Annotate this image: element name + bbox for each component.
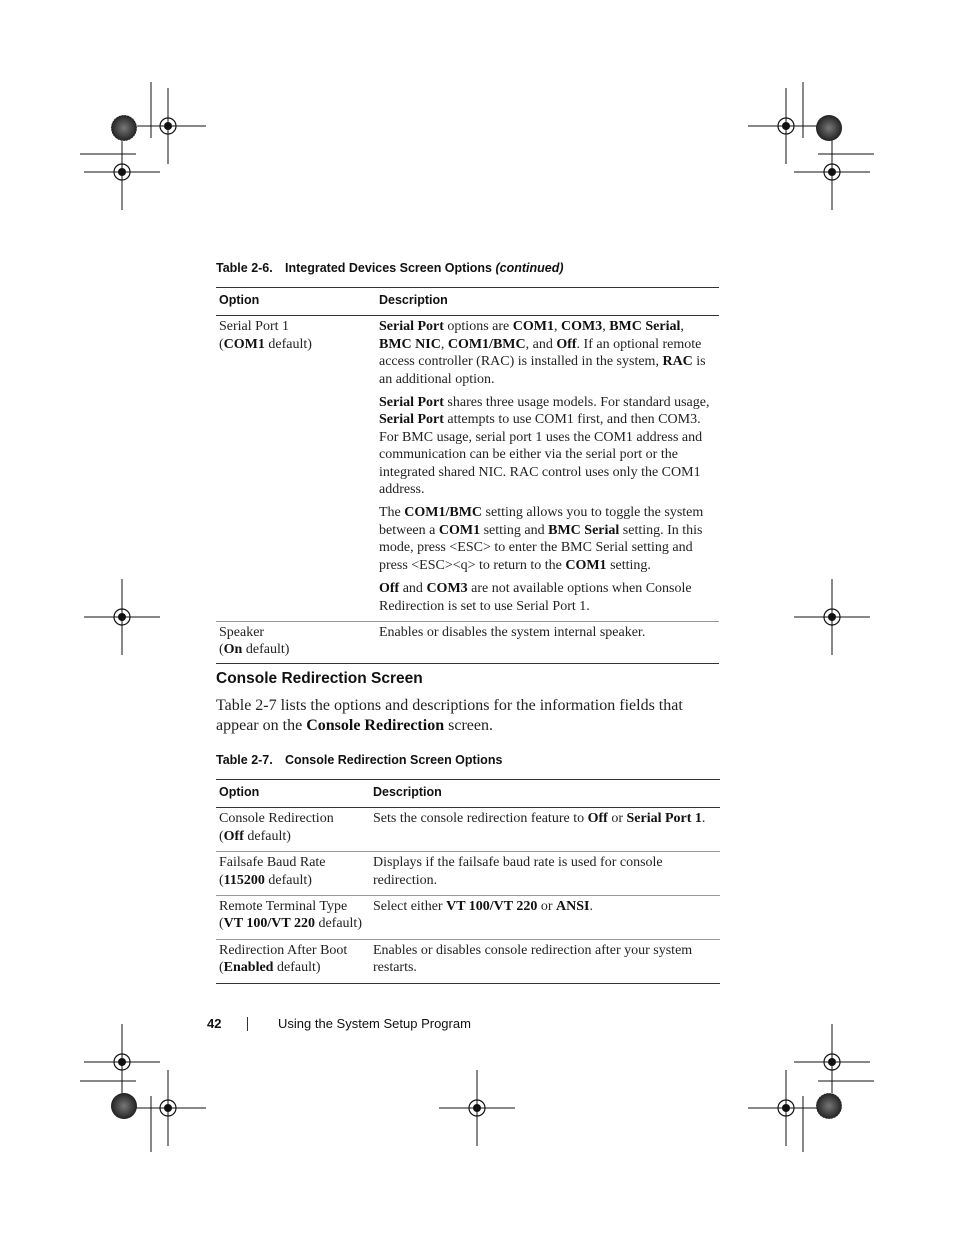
option-name: Remote Terminal Type	[219, 899, 348, 915]
description-cell: Sets the console redirection feature to Off or Serial Port 1.	[370, 808, 720, 852]
table-row	[216, 808, 720, 852]
table-row-serial-port	[216, 316, 719, 622]
registration-target-icon	[439, 1070, 515, 1146]
registration-target-icon	[84, 1024, 160, 1100]
registration-target-icon	[748, 88, 824, 164]
option-default: (115200 default)	[219, 872, 312, 888]
description-cell: Enables or disables the system internal speaker.	[376, 621, 719, 663]
table-row-speaker	[216, 621, 719, 663]
option-default: (On default)	[219, 642, 290, 658]
description-cell	[376, 316, 719, 622]
option-default: (VT 100/VT 220 default)	[219, 916, 362, 932]
option-name: Console Redirection	[219, 811, 334, 827]
registration-target-icon	[794, 1024, 870, 1100]
registration-target-icon	[794, 579, 870, 655]
table-2-6-continued: (continued)	[495, 261, 564, 275]
description-paragraph: Serial Port options are COM1, COM3, BMC Serial, BMC NIC, COM1/BMC, and Off. If an optional remote access controller (RAC) is installed in the system, RAC is an additional option.	[379, 319, 706, 387]
description-paragraph: The COM1/BMC setting allows you to toggle the system between a COM1 setting and BMC Serial setting. In this mode, press <ESC> to enter the BMC Serial setting and press <ESC><q> to return to the COM1 setting.	[379, 505, 704, 573]
section-heading: Console Redirection Screen	[216, 670, 423, 687]
description-cell: Displays if the failsafe baud rate is used for console redirection.	[370, 852, 720, 896]
description-cell: Enables or disables console redirection after your system restarts.	[370, 939, 720, 983]
table-2-6-title: Integrated Devices Screen Options	[285, 261, 493, 275]
color-dot-icon	[111, 1093, 137, 1119]
table-2-6	[216, 287, 719, 664]
starburst-target-icon	[111, 115, 137, 141]
registration-target-icon	[130, 88, 206, 164]
footer-divider	[247, 1017, 248, 1031]
option-default: (COM1 default)	[219, 336, 312, 352]
option-cell	[216, 896, 370, 940]
column-header-description: Description	[370, 780, 720, 808]
table-row	[216, 896, 720, 940]
table-2-6-number: Table 2-6.	[216, 261, 273, 275]
option-name: Failsafe Baud Rate	[219, 855, 326, 871]
description-paragraph: Off and COM3 are not available options when Console Redirection is set to use Serial Port 1.	[379, 581, 692, 614]
registration-target-icon	[130, 1070, 206, 1146]
table-row	[216, 939, 720, 983]
registration-target-icon	[84, 579, 160, 655]
section-paragraph: Table 2-7 lists the options and descriptions for the information fields that appear on the Console Redirection screen.	[216, 697, 683, 734]
table-2-7-title: Console Redirection Screen Options	[285, 753, 503, 767]
column-header-option: Option	[216, 780, 370, 808]
footer-title: Using the System Setup Program	[278, 1016, 471, 1031]
column-header-option: Option	[216, 288, 376, 316]
option-cell	[216, 621, 376, 663]
option-name: Redirection After Boot	[219, 942, 348, 958]
option-cell	[216, 852, 370, 896]
table-2-7	[216, 779, 720, 984]
option-cell	[216, 939, 370, 983]
option-cell	[216, 808, 370, 852]
table-2-7-number: Table 2-7.	[216, 753, 273, 767]
description-cell: Select either VT 100/VT 220 or ANSI.	[370, 896, 720, 940]
option-default: (Enabled default)	[219, 960, 321, 976]
option-cell	[216, 316, 376, 622]
registration-target-icon	[794, 134, 870, 210]
page-number: 42	[207, 1016, 222, 1031]
starburst-target-icon	[816, 1093, 842, 1119]
table-2-6-caption	[216, 261, 564, 275]
table-2-7-body	[216, 808, 720, 983]
table-header-row	[216, 780, 720, 808]
option-name: Serial Port 1	[219, 319, 289, 335]
option-default: (Off default)	[219, 828, 291, 844]
registration-target-icon	[84, 134, 160, 210]
table-row	[216, 852, 720, 896]
description-paragraph: Serial Port shares three usage models. For standard usage, Serial Port attempts to use COM1 first, and then COM3. For BMC usage, serial port 1 uses the COM1 address and communication can be either via the serial port or the integrated shared NIC. RAC control uses only the COM1 address.	[379, 395, 710, 498]
table-header-row	[216, 288, 719, 316]
column-header-description: Description	[376, 288, 719, 316]
option-name: Speaker	[219, 624, 265, 640]
registration-target-icon	[748, 1070, 824, 1146]
color-dot-icon	[816, 115, 842, 141]
table-2-7-caption	[216, 753, 502, 767]
